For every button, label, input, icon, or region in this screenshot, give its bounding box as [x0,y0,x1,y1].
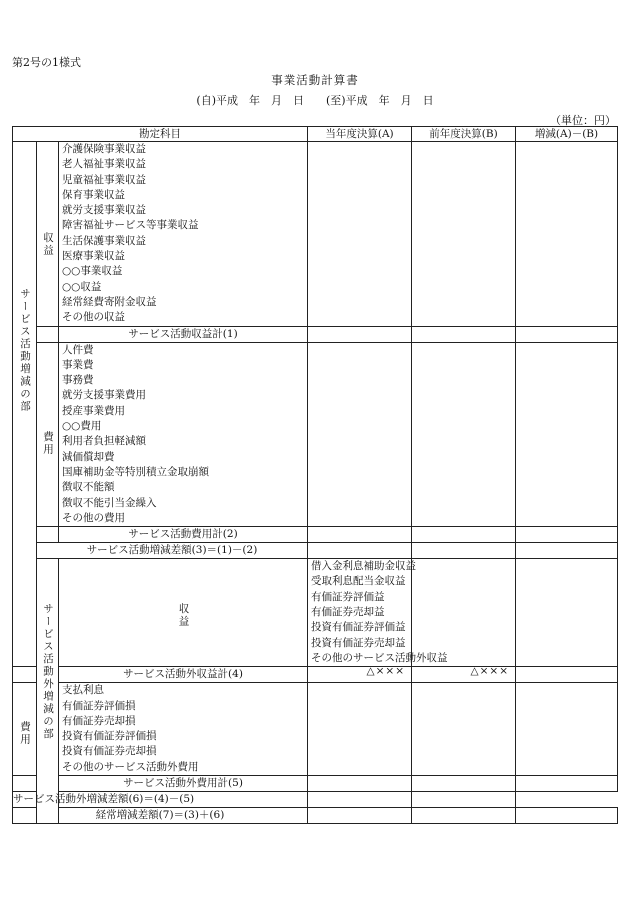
value-cell [516,326,618,342]
service-income-label-cell [37,142,59,327]
nonservice-expense-subtotal-label: サービス活動外費用計(5) [59,775,308,791]
nonservice-net-label: サービス活動外増減差額(6)＝(4)－(5) [13,791,59,807]
list-item: 徴収不能引当金繰入 [62,496,157,509]
list-item: ○○収益 [62,280,102,293]
value-cell [516,559,618,667]
list-item: ○○費用 [62,420,102,433]
value-cell [516,683,618,776]
list-item: その他の費用 [62,511,125,524]
value-cell [412,326,516,342]
nonservice-income-label-cell [59,559,308,667]
nonservice-income-row [13,559,618,667]
list-item: 受取利息配当金収益 [311,575,406,588]
list-item: 児童福祉事業収益 [62,173,146,186]
list-item: 保育事業収益 [62,188,125,201]
value-cell [412,527,516,543]
value-cell [412,791,516,807]
service-expense-items [59,342,308,527]
service-net-label: サービス活動増減差額(3)＝(1)－(2) [37,543,308,559]
value-cell [308,142,412,327]
nonservice-expense-label-cell [13,683,37,776]
list-item: その他のサービス活動外収益 [311,651,448,664]
column-header-account: 勘定科目 [13,127,308,142]
list-item: ○○事業収益 [62,265,123,278]
value-cell [308,527,412,543]
list-item: 生活保護事業収益 [62,234,146,247]
value-cell [516,527,618,543]
value-cell [516,775,618,791]
list-item: 支払利息 [62,684,104,697]
value-cell [516,667,618,683]
nonservice-income-label: 収益 [177,603,190,629]
service-section-label: サービス活動増減の部 [19,288,31,413]
list-item: 老人福祉事業収益 [62,158,146,171]
previous-year-reversal-mark: △××× [470,664,510,677]
list-item: 利用者負担軽減額 [62,435,146,448]
value-cell [308,326,412,342]
list-item: その他のサービス活動外費用 [62,760,199,773]
service-income-subtotal-label: サービス活動収益計(1) [59,326,308,342]
unit-label: （単位：円） [550,114,616,127]
ordinary-total-row [13,807,618,823]
service-section-label-cell [13,142,37,667]
nonservice-income-subtotal-label: サービス活動外収益計(4) [59,667,308,683]
list-item: 有価証券評価損 [62,699,136,712]
nonservice-expense-subtotal-row [13,775,618,791]
list-item: 医療事業収益 [62,250,125,263]
nonservice-section-label-cell [37,559,59,824]
list-item: 投資有価証券評価損 [62,730,157,743]
column-header-change: 増減(A)－(B) [516,127,618,142]
list-item: 介護保険事業収益 [62,143,146,155]
fiscal-period: (自)平成 年 月 日 (至)平成 年 月 日 [196,94,434,107]
list-item: その他の収益 [62,311,125,324]
current-year-reversal-mark: △××× [366,664,406,677]
value-cell [412,543,516,559]
nonservice-income-subtotal-row [13,667,618,683]
nonservice-expense-row [13,683,618,776]
table-header-row [13,127,618,142]
value-cell [412,683,516,776]
value-cell [412,775,516,791]
service-income-label: 収益 [42,232,54,257]
list-item: 借入金利息補助金収益 [311,560,417,573]
value-cell [308,775,412,791]
list-item: 有価証券売却益 [311,606,385,619]
service-expense-label-cell [37,342,59,527]
value-cell [412,342,516,677]
list-item: 投資有価証券売却益 [311,636,406,649]
list-item: 国庫補助金等特別積立金取崩額 [62,465,209,478]
value-cell [516,543,618,559]
list-item: 就労支援事業収益 [62,204,146,217]
list-item: 人件費 [62,343,94,356]
nonservice-expense-items [59,683,308,776]
nonservice-net-row [13,791,618,807]
list-item: 有価証券評価益 [311,590,385,603]
service-net-row [13,543,618,559]
service-income-subtotal-row [13,326,618,342]
list-item: 投資有価証券評価益 [311,621,406,634]
service-expense-subtotal-label: サービス活動費用計(2) [59,527,308,543]
list-item: 投資有価証券売却損 [62,745,157,758]
nonservice-section-label: サービス活動外増減の部 [42,603,54,741]
value-cell [308,791,412,807]
activity-statement-table [12,126,618,824]
service-income-items [59,142,308,327]
service-income-row [13,142,618,327]
list-item: 経常経費寄附金収益 [62,295,157,308]
value-cell [516,807,618,823]
value-cell [412,142,516,327]
list-item: 有価証券売却損 [62,714,136,727]
value-cell [516,142,618,327]
nonservice-income-items [308,559,448,667]
ordinary-total-label: 経常増減差額(7)＝(3)＋(6) [13,807,308,823]
service-expense-subtotal-row [13,527,618,543]
list-item: 事業費 [62,358,94,371]
service-expense-row [13,342,618,527]
list-item: 徴収不能額 [62,481,115,494]
value-cell [308,543,412,559]
value-cell [308,683,412,776]
document-title: 事業活動計算書 [271,73,359,87]
list-item: 減価償却費 [62,450,115,463]
column-header-current-year: 当年度決算(A) [308,127,412,142]
column-header-previous-year: 前年度決算(B) [412,127,516,142]
value-cell [412,559,516,667]
list-item: 授産事業費用 [62,404,125,417]
value-cell [308,807,412,823]
value-cell [412,807,516,823]
form-number: 第2号の1様式 [12,56,81,69]
nonservice-expense-label: 費用 [19,721,31,747]
list-item: 障害福祉サービス等事業収益 [62,219,199,232]
service-expense-label: 費用 [42,430,54,456]
list-item: 就労支援事業費用 [62,389,146,402]
list-item: 事務費 [62,374,94,387]
value-cell [516,342,618,527]
